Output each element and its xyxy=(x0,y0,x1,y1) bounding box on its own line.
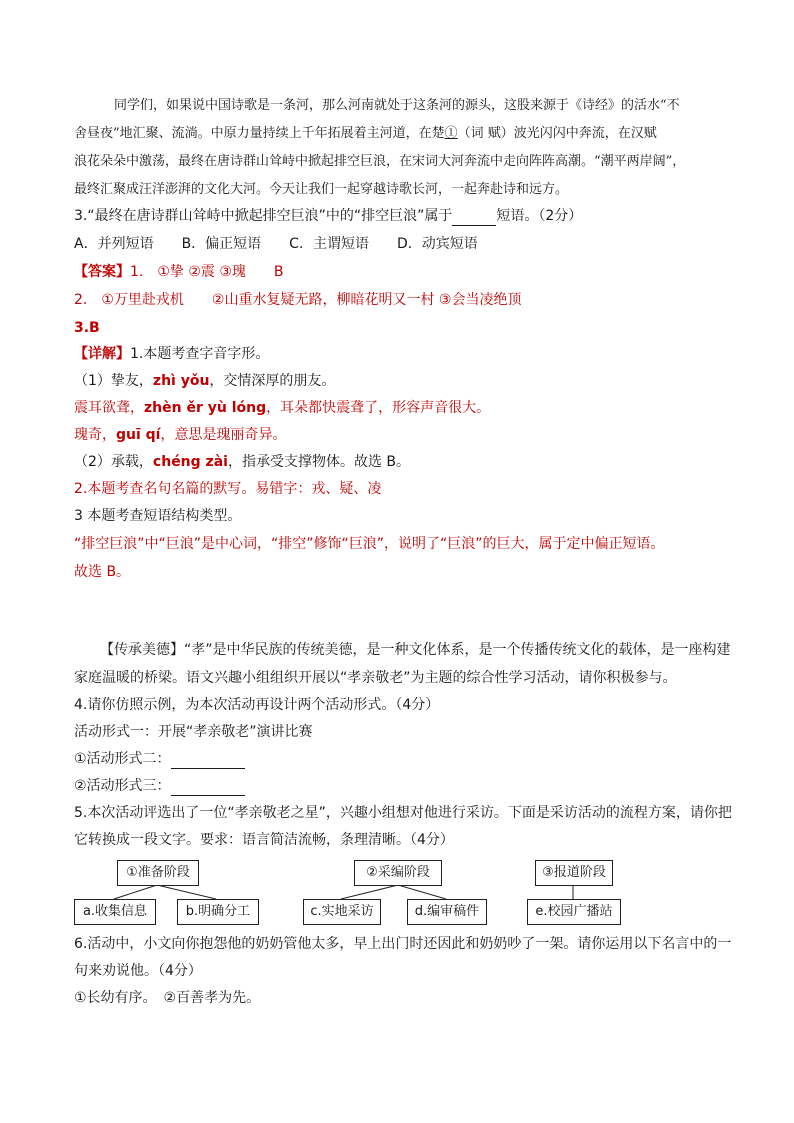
blank-mark-1: ① xyxy=(444,126,458,141)
detail-line-3-start: 瑰奇， xyxy=(74,427,116,443)
question-5-line-1: 5.本次活动评选出了一位“孝亲敬老之星”，兴趣小组想对他进行采访。下面是采访活动的流程方案，请你把 xyxy=(74,805,732,821)
pinyin-1: zhì yǒu xyxy=(152,373,210,389)
flow-step-c: c.实地采访 xyxy=(303,899,381,925)
detail-intro-text: 1.本题考查字音字形。 xyxy=(130,346,270,362)
passage-line-4: 最终汇聚成汪洋澎湃的文化大河。今天让我们一起穿越诗歌长河，一起奔赴诗和远方。 xyxy=(74,182,569,197)
detail-line-6: 3 本题考查短语结构类型。 xyxy=(74,508,242,524)
detail-line-1-start: （1）挚友， xyxy=(74,373,153,389)
detail-line-8: 故选 B。 xyxy=(74,564,131,580)
question-6-line-1: 6.活动中，小文向你抱怨他的奶奶管他太多，早上出门时还因此和奶奶吵了一架。请你运用以下名言中的一 xyxy=(74,936,732,952)
detail-label: 【详解】 xyxy=(74,346,130,362)
passage-line-2-start: 舍昼夜”地汇聚、流淌。中原力量持续上千年拓展着主河道，在楚 xyxy=(74,126,445,141)
detail-line-7: “排空巨浪”中“巨浪”是中心词，“排空”修饰“巨浪”，说明了“巨浪”的巨大，属于定中偏正短语。 xyxy=(74,536,665,552)
answer-item-1: 1. ①挚 ②震 ③瑰 B xyxy=(130,264,284,280)
pinyin-4: chéng zài xyxy=(152,454,228,470)
flow-stage-preparation: ①准备阶段 xyxy=(117,860,199,886)
flow-stage-reporting: ③报道阶段 xyxy=(535,860,613,886)
quotes-line: ①长幼有序。 ②百善孝为先。 xyxy=(74,990,261,1006)
answer-label: 【答案】 xyxy=(74,264,130,280)
section-line-1: 【传承美德】“孝”是中华民族的传统美德，是一种文化体系，是一个传播传统文化的载体，是一座构建 xyxy=(100,642,731,658)
flow-step-a: a.收集信息 xyxy=(74,899,156,925)
flow-step-b: b.明确分工 xyxy=(177,899,259,925)
detail-line-5: 2.本题考查名句名篇的默写。易错字：戎、疑、凌 xyxy=(74,481,382,497)
detail-line-2-end: ，耳朵都快震聋了，形容声音很大。 xyxy=(266,400,491,416)
pinyin-3: guī qí xyxy=(116,427,161,443)
flow-step-d: d.编审稿件 xyxy=(407,899,487,925)
detail-line-3-end: ，意思是瑰丽奇异。 xyxy=(160,427,287,443)
detail-line-1-end: ，交情深厚的朋友。 xyxy=(209,373,336,389)
passage-line-3: 浪花朵朵中激荡，最终在唐诗群山耸峙中掀起排空巨浪，在宋词大河奔流中走向阵阵高潮。“潮平两岸阔”， xyxy=(74,154,686,169)
question-3-options: A．并列短语 B．偏正短语 C．主谓短语 D．动宾短语 xyxy=(74,236,478,252)
detail-line-2-start: 震耳欲聋， xyxy=(74,400,144,416)
question-3-stem-start: 3.“最终在唐诗群山耸峙中掀起排空巨浪”中的“排空巨浪”属于 xyxy=(74,208,453,224)
question-3-stem-end: 短语。（2分） xyxy=(496,208,583,224)
question-5-line-2: 它转换成一段文字。要求：语言简洁流畅，条理清晰。（4分） xyxy=(74,832,454,848)
flow-stage-editing: ②采编阶段 xyxy=(354,860,442,886)
answer-line-2: 2. ①万里赴戎机 ②山重水复疑无路，柳暗花明又一村 ③会当凌绝顶 xyxy=(74,292,522,308)
detail-line-4-end: ，指承受支撑物体。故选 B。 xyxy=(227,454,411,470)
detail-line-4-start: （2）承载， xyxy=(74,454,153,470)
question-4-stem: 4.请你仿照示例，为本次活动再设计两个活动形式。（4分） xyxy=(74,697,440,713)
answer-line-3: 3.B xyxy=(74,320,100,336)
activity-form-3-label: ②活动形式三： xyxy=(74,778,171,794)
activity-form-1: 活动形式一：开展“孝亲敬老”演讲比赛 xyxy=(74,724,313,740)
activity-form-2-label: ①活动形式二： xyxy=(74,751,171,767)
passage-line-2-end: （词 赋）波光闪闪中奔流，在汉赋 xyxy=(457,126,657,141)
passage-line-1: 同学们，如果说中国诗歌是一条河，那么河南就处于这条河的源头，这股来源于《诗经》的活水“不 xyxy=(114,98,680,113)
question-6-line-2: 句来劝说他。（4分） xyxy=(74,963,202,979)
flow-step-e: e.校园广播站 xyxy=(527,899,621,925)
pinyin-2: zhèn ěr yù lóng xyxy=(144,400,267,416)
section-line-2: 家庭温暖的桥梁。语文兴趣小组组织开展以“孝亲敬老”为主题的综合性学习活动，请你积极参与。 xyxy=(74,670,677,686)
